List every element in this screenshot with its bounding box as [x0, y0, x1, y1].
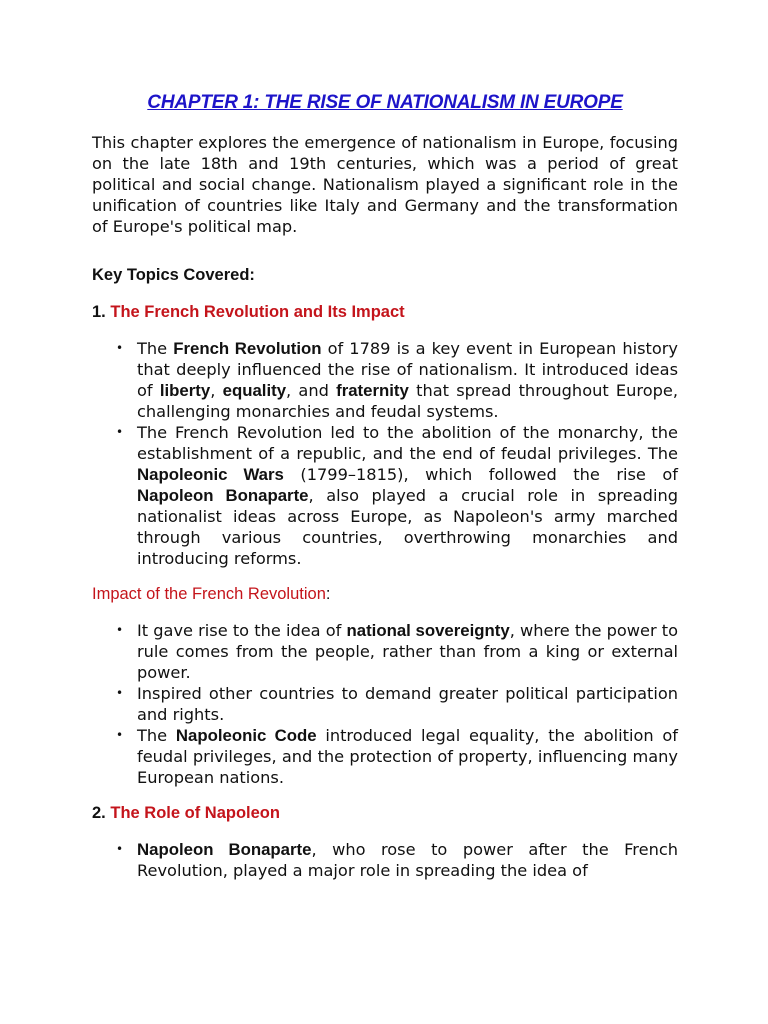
bold-term: Napoleon Bonaparte — [137, 486, 309, 505]
list-item: • It gave rise to the idea of national sovereignty, where the power to rule comes from the people, rather than from a king or external power. — [116, 621, 678, 682]
section-2-number: 2. — [92, 804, 106, 822]
bold-term: Napoleonic Code — [175, 726, 317, 745]
impact-heading-colon: : — [325, 585, 331, 603]
section-1-bullet-list — [92, 338, 678, 569]
key-topics-label: Key Topics Covered: — [92, 266, 255, 284]
bold-term: fraternity — [336, 381, 409, 400]
list-item: • The Napoleonic Code introduced legal equality, the abolition of feudal privileges, and the protection of property, influencing many European nations. — [116, 726, 679, 787]
bullet-icon: • — [116, 623, 124, 637]
section-2-title: The Role of Napoleon — [110, 804, 280, 822]
bold-term: equality — [222, 381, 287, 400]
section-1-heading — [92, 303, 678, 322]
bullet-icon: • — [116, 425, 124, 439]
bullet-icon: • — [116, 728, 124, 742]
section-1-number: 1. — [92, 303, 106, 321]
list-item: • The French Revolution of 1789 is a key event in European history that deeply influenced the rise of nationalism. It introduced ideas of liberty, equality, and fraternity that spread throughout Europe, challenging monarchies and feudal systems. — [116, 339, 679, 421]
bullet-icon: • — [116, 842, 124, 856]
section-2-heading — [92, 804, 678, 823]
bullet-icon: • — [116, 686, 124, 700]
list-item: • Inspired other countries to demand greater political participation and rights. — [116, 684, 678, 724]
intro-paragraph: This chapter explores the emergence of nationalism in Europe, focusing on the late 18th and 19th centuries, which was a period of great political and social change. Nationalism played a significant role in the unification of countries like Italy and Germany and the transformation of Europe's political map. — [92, 133, 678, 236]
list-item: • The French Revolution led to the abolition of the monarchy, the establishment of a republic, and the end of feudal privileges. The Napoleonic Wars (1799–1815), which followed the rise of Napoleon Bonaparte, also played a crucial role in spreading nationalist ideas across Europe, as Napoleon's army marched through various countries, overthrowing monarchies and introducing reforms. — [116, 423, 678, 568]
chapter-title: CHAPTER 1: THE RISE OF NATIONALISM IN EUROPE — [147, 92, 623, 113]
bullet-icon: • — [116, 341, 124, 355]
bold-term: liberty — [159, 381, 211, 400]
list-item: • Napoleon Bonaparte, who rose to power after the French Revolution, played a major role in spreading the idea of — [116, 840, 678, 880]
document-page — [92, 92, 678, 881]
impact-bullet-list — [92, 620, 678, 788]
impact-heading — [92, 585, 678, 604]
section-2-bullet-list — [92, 839, 678, 881]
bold-term: Napoleonic Wars — [137, 465, 284, 484]
section-1-title: The French Revolution and Its Impact — [110, 303, 405, 321]
bold-term: French Revolution — [173, 339, 322, 358]
impact-heading-title: Impact of the French Revolution — [92, 585, 326, 603]
bold-term: Napoleon Bonaparte — [137, 840, 312, 859]
bold-term: national sovereignty — [346, 621, 510, 640]
